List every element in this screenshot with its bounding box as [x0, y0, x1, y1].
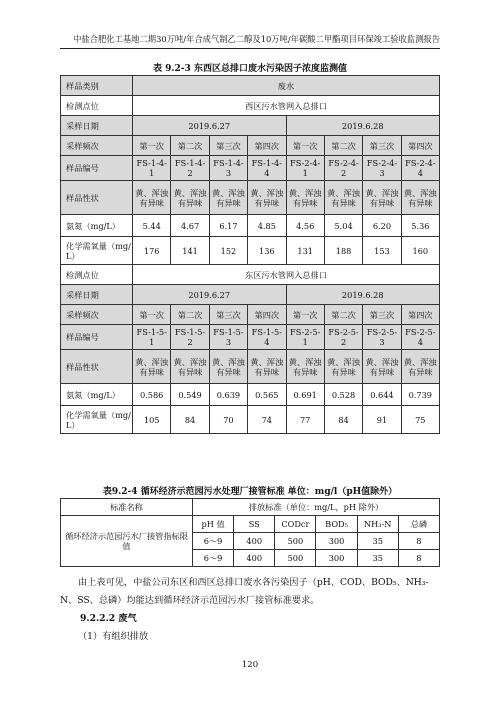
- date-label: 采样日期: [61, 116, 133, 136]
- sample-type-label: 样品类别: [61, 76, 133, 96]
- trait-cell: 黄、浑浊有异味: [133, 350, 171, 384]
- table-row: [61, 384, 440, 406]
- ammonia-value: 6.20: [363, 215, 401, 237]
- limit-value: 400: [234, 550, 275, 567]
- date-label: 采样日期: [61, 285, 133, 305]
- ammonia-value: 0.691: [286, 384, 324, 406]
- trait-cell: 黄、浑浊有异味: [248, 181, 286, 215]
- std-name-header: 标准名称: [61, 499, 193, 516]
- table-row: [61, 285, 440, 305]
- cod-value: 74: [248, 406, 286, 434]
- cod-value: 84: [324, 406, 362, 434]
- sample-id-cell: FS-1-4-2: [171, 156, 209, 181]
- conclusion-paragraph: 由上表可见，中盐公司东区和西区总排口废水各污染因子（pH、COD、BOD₅、NH₃-N、SS、总磷）均能达到循环经济示范园污水厂接管标准要求。: [60, 577, 429, 606]
- table-row: [61, 350, 440, 384]
- trait-cell: 黄、浑浊有异味: [401, 350, 439, 384]
- freq-cell: 第四次: [401, 136, 439, 156]
- cod-value: 152: [209, 237, 247, 265]
- table-row: [61, 237, 440, 265]
- section-heading: 9.2.2.2 废气: [80, 613, 137, 624]
- trait-cell: 黄、浑浊有异味: [171, 181, 209, 215]
- table-row: [61, 76, 440, 96]
- param-header: CODcr: [275, 516, 316, 533]
- sample-id-cell: FS-2-5-3: [363, 325, 401, 350]
- cod-value: 141: [171, 237, 209, 265]
- freq-cell: 第二次: [171, 136, 209, 156]
- limit-value: 8: [398, 550, 439, 567]
- trait-cell: 黄、浑浊有异味: [286, 350, 324, 384]
- table-row: [61, 136, 440, 156]
- freq-cell: 第三次: [363, 136, 401, 156]
- site-value: 西区污水管网入总排口: [133, 96, 440, 116]
- sample-id-cell: FS-2-5-1: [286, 325, 324, 350]
- freq-cell: 第四次: [401, 305, 439, 325]
- sample-id-cell: FS-1-4-4: [248, 156, 286, 181]
- cod-value: 75: [401, 406, 439, 434]
- sample-id-cell: FS-2-4-4: [401, 156, 439, 181]
- table-row: [61, 516, 440, 533]
- trait-cell: 黄、浑浊有异味: [171, 350, 209, 384]
- limit-value: 6～9: [193, 533, 234, 550]
- sample-id-label: 样品编号: [61, 325, 133, 350]
- sample-id-cell: FS-2-5-2: [324, 325, 362, 350]
- sample-id-label: 样品编号: [61, 156, 133, 181]
- wastewater-monitoring-table: [60, 75, 440, 434]
- cod-value: 160: [401, 237, 439, 265]
- freq-cell: 第三次: [209, 136, 247, 156]
- trait-cell: 黄、浑浊有异味: [324, 181, 362, 215]
- ammonia-value: 0.644: [363, 384, 401, 406]
- trait-cell: 黄、浑浊有异味: [209, 350, 247, 384]
- ammonia-value: 0.565: [248, 384, 286, 406]
- freq-cell: 第三次: [363, 305, 401, 325]
- running-header: 中盐合肥化工基地二期30万吨/年合成气制乙二醇及10万吨/年碳酸二甲酯项目环保竣工验收监测报告: [60, 33, 440, 49]
- cod-label: 化学需氧量（mg/L）: [61, 406, 133, 434]
- freq-cell: 第一次: [286, 305, 324, 325]
- limit-value: 500: [275, 550, 316, 567]
- ammonia-value: 0.549: [171, 384, 209, 406]
- limit-value: 500: [275, 533, 316, 550]
- trait-cell: 黄、浑浊有异味: [133, 181, 171, 215]
- site-value: 东区污水管网入总排口: [133, 265, 440, 285]
- table-row: [61, 116, 440, 136]
- table1-caption: 表 9.2-3 东西区总排口废水污染因子浓度监测值: [153, 64, 347, 74]
- limit-value: 35: [357, 550, 398, 567]
- trait-cell: 黄、浑浊有异味: [248, 350, 286, 384]
- trait-cell: 黄、浑浊有异味: [363, 350, 401, 384]
- page-number: 120: [241, 660, 259, 670]
- freq-cell: 第四次: [248, 305, 286, 325]
- freq-cell: 第四次: [248, 136, 286, 156]
- ammonia-value: 4.56: [286, 215, 324, 237]
- std-name: 循环经济示范园污水厂接管指标限值: [61, 516, 193, 567]
- sample-id-cell: FS-1-4-3: [209, 156, 247, 181]
- sample-id-cell: FS-1-5-4: [248, 325, 286, 350]
- date-cell: 2019.6.28: [286, 285, 440, 305]
- ammonia-label: 氨氮（mg/L）: [61, 215, 133, 237]
- table-row: [61, 406, 440, 434]
- date-cell: 2019.6.28: [286, 116, 440, 136]
- freq-cell: 第二次: [324, 305, 362, 325]
- table-row: [61, 325, 440, 350]
- trait-label: 样品性状: [61, 350, 133, 384]
- cod-value: 77: [286, 406, 324, 434]
- trait-cell: 黄、浑浊有异味: [363, 181, 401, 215]
- freq-cell: 第二次: [324, 136, 362, 156]
- table-row: [61, 156, 440, 181]
- site-label: 检测点位: [61, 96, 133, 116]
- param-header: pH 值: [193, 516, 234, 533]
- table-row: [61, 305, 440, 325]
- date-cell: 2019.6.27: [133, 285, 287, 305]
- table-row: [61, 265, 440, 285]
- table2-caption: 表9.2-4 循环经济示范园污水处理厂接管标准 单位：mg/l（pH值除外）: [102, 487, 398, 497]
- sample-id-cell: FS-1-5-3: [209, 325, 247, 350]
- sample-id-cell: FS-1-5-2: [171, 325, 209, 350]
- cod-label: 化学需氧量（mg/L）: [61, 237, 133, 265]
- cod-value: 70: [209, 406, 247, 434]
- param-header: BOD₅: [316, 516, 357, 533]
- site-label: 检测点位: [61, 265, 133, 285]
- table-row: [61, 215, 440, 237]
- cod-value: 176: [133, 237, 171, 265]
- cod-value: 91: [363, 406, 401, 434]
- discharge-standard-table: [60, 498, 440, 567]
- limit-value: 6～9: [193, 550, 234, 567]
- ammonia-value: 0.528: [324, 384, 362, 406]
- limit-value: 300: [316, 550, 357, 567]
- ammonia-value: 0.586: [133, 384, 171, 406]
- list-item-organized-emission: （1）有组织排放: [78, 631, 149, 642]
- param-header: 总磷: [398, 516, 439, 533]
- ammonia-value: 5.04: [324, 215, 362, 237]
- trait-cell: 黄、浑浊有异味: [401, 181, 439, 215]
- table-row: [61, 499, 440, 516]
- trait-cell: 黄、浑浊有异味: [209, 181, 247, 215]
- limit-value: 35: [357, 533, 398, 550]
- table-row: [61, 181, 440, 215]
- freq-cell: 第一次: [133, 305, 171, 325]
- ammonia-value: 4.67: [171, 215, 209, 237]
- cod-value: 84: [171, 406, 209, 434]
- ammonia-label: 氨氮（mg/L）: [61, 384, 133, 406]
- sample-id-cell: FS-1-4-1: [133, 156, 171, 181]
- ammonia-value: 5.36: [401, 215, 439, 237]
- ammonia-value: 4.85: [248, 215, 286, 237]
- freq-cell: 第三次: [209, 305, 247, 325]
- cod-value: 136: [248, 237, 286, 265]
- freq-label: 采样频次: [61, 136, 133, 156]
- sample-type-value: 废水: [133, 76, 440, 96]
- date-cell: 2019.6.27: [133, 116, 287, 136]
- trait-label: 样品性状: [61, 181, 133, 215]
- freq-cell: 第二次: [171, 305, 209, 325]
- sample-id-cell: FS-2-4-1: [286, 156, 324, 181]
- ammonia-value: 0.639: [209, 384, 247, 406]
- limit-value: 400: [234, 533, 275, 550]
- limit-value: 300: [316, 533, 357, 550]
- ammonia-value: 6.17: [209, 215, 247, 237]
- freq-label: 采样频次: [61, 305, 133, 325]
- cod-value: 105: [133, 406, 171, 434]
- sample-id-cell: FS-2-4-3: [363, 156, 401, 181]
- ammonia-value: 0.739: [401, 384, 439, 406]
- cod-value: 153: [363, 237, 401, 265]
- table-row: [61, 96, 440, 116]
- sample-id-cell: FS-2-5-4: [401, 325, 439, 350]
- sample-id-cell: FS-1-5-1: [133, 325, 171, 350]
- std-limit-header: 排放标准（单位：mg/L，pH 除外）: [193, 499, 440, 516]
- param-header: NH₃-N: [357, 516, 398, 533]
- freq-cell: 第一次: [133, 136, 171, 156]
- cod-value: 188: [324, 237, 362, 265]
- ammonia-value: 5.44: [133, 215, 171, 237]
- freq-cell: 第一次: [286, 136, 324, 156]
- sample-id-cell: FS-2-4-2: [324, 156, 362, 181]
- cod-value: 131: [286, 237, 324, 265]
- trait-cell: 黄、浑浊有异味: [324, 350, 362, 384]
- param-header: SS: [234, 516, 275, 533]
- limit-value: 8: [398, 533, 439, 550]
- trait-cell: 黄、浑浊有异味: [286, 181, 324, 215]
